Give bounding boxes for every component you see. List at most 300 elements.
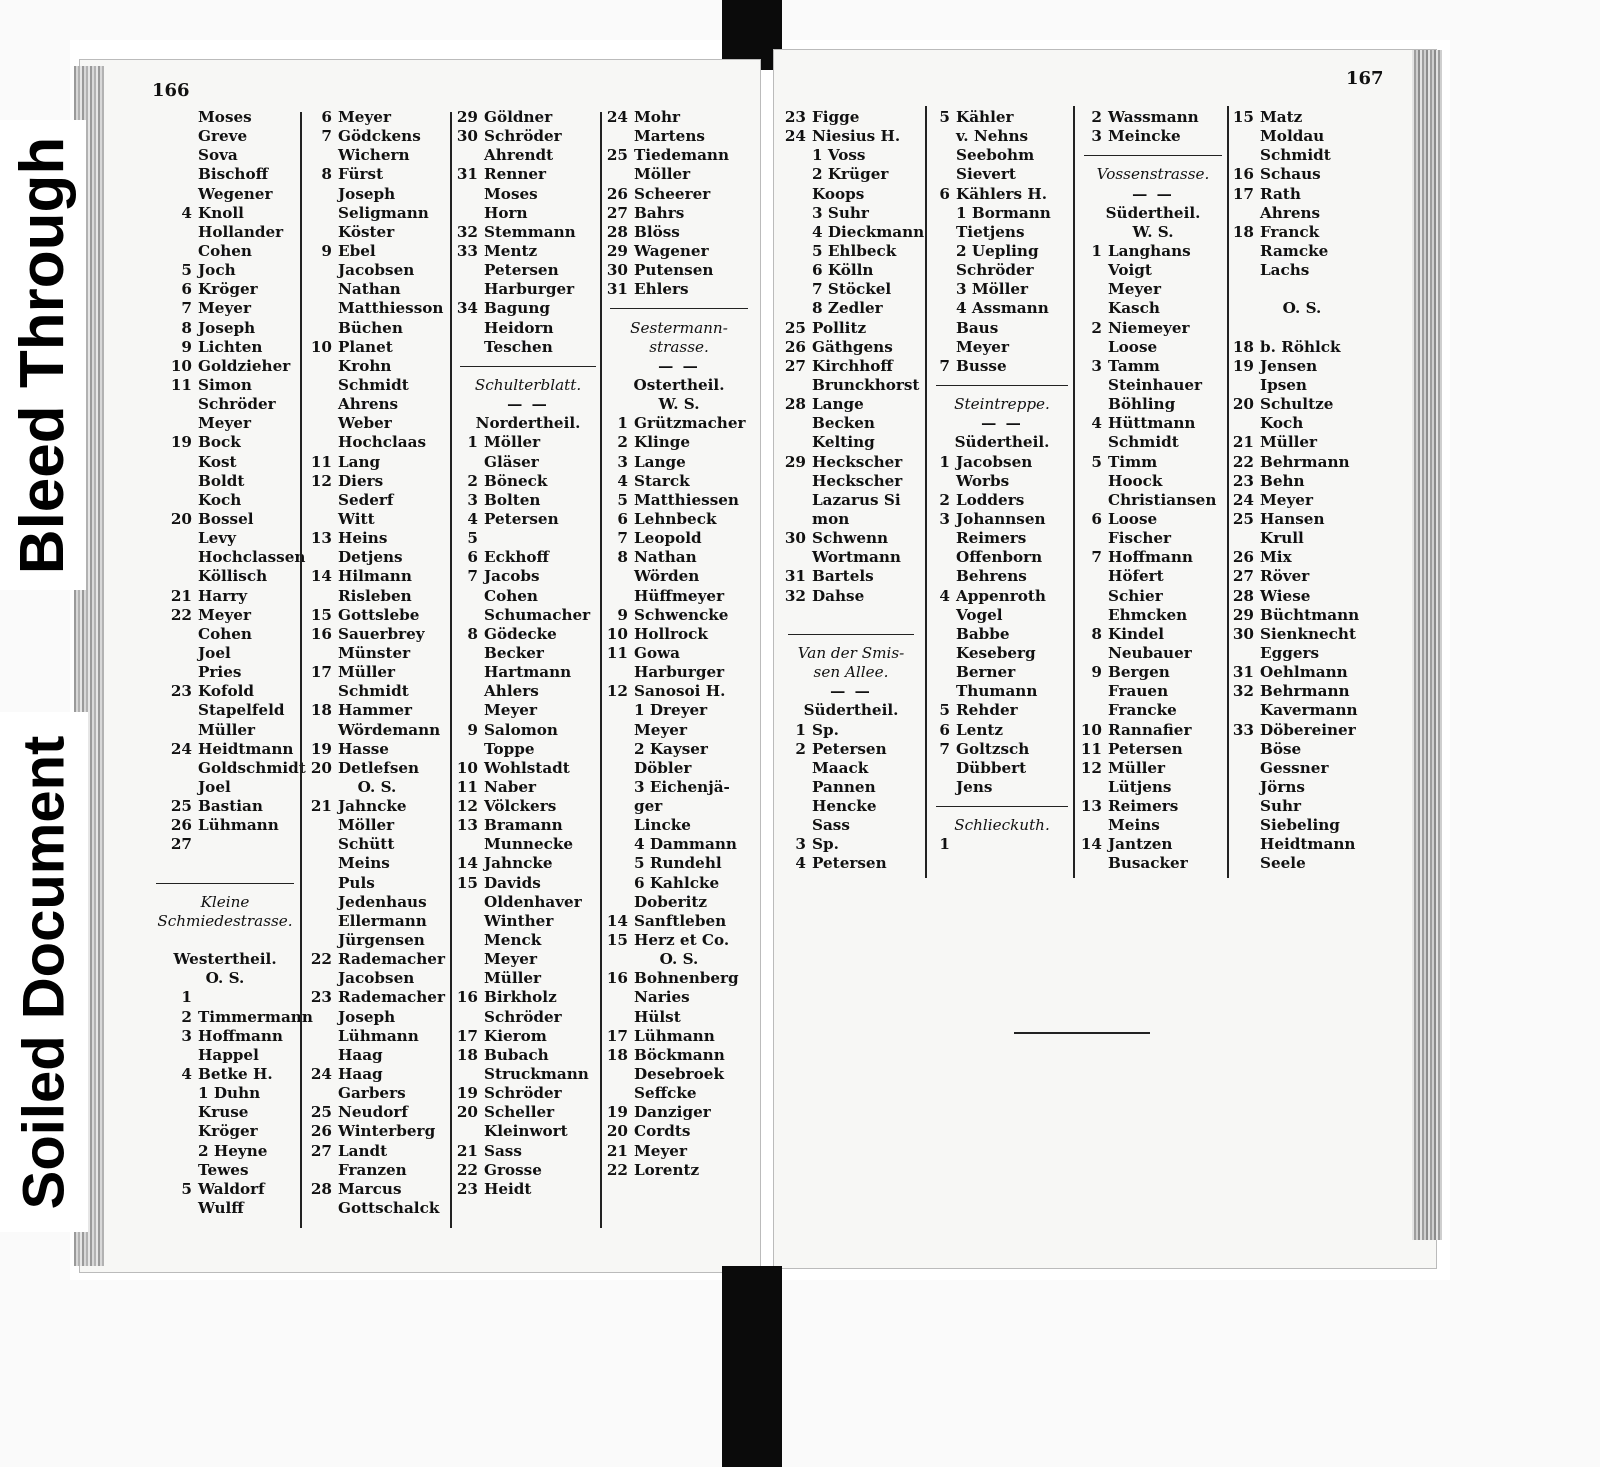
resident-name: Sienknecht <box>1260 624 1356 643</box>
house-number: 7 <box>617 529 628 548</box>
directory-column-2 <box>306 108 448 1218</box>
house-number: 6 <box>939 720 950 739</box>
resident-name: Hoffmann <box>1108 548 1193 567</box>
house-number: 8 <box>181 318 192 337</box>
directory-entry <box>306 338 448 357</box>
house-number: 19 <box>1232 356 1254 375</box>
section-subheading: O. S. <box>1282 299 1322 318</box>
directory-entry <box>306 108 448 127</box>
resident-name: Hüffmeyer <box>634 586 725 605</box>
house-number: 26 <box>1232 548 1254 567</box>
resident-name: Lincke <box>634 816 691 835</box>
directory-entry <box>932 472 1072 491</box>
directory-entry <box>456 931 600 950</box>
resident-name: Sass <box>812 816 850 835</box>
resident-name: Heidt <box>484 1179 532 1198</box>
section-rule <box>606 299 752 318</box>
directory-entry <box>932 759 1072 778</box>
directory-entry <box>306 1008 448 1027</box>
resident-name: Joseph <box>198 318 256 337</box>
directory-entry <box>306 1122 448 1141</box>
directory-entry <box>152 1161 298 1180</box>
house-number: 2 <box>795 739 806 758</box>
directory-entry <box>1080 338 1226 357</box>
house-number: 24 <box>310 1065 332 1084</box>
resident-name: Behrens <box>956 567 1027 586</box>
bleed-through-text: Bleed Through <box>8 136 78 574</box>
directory-entry <box>456 854 600 873</box>
directory-entry <box>456 338 600 357</box>
directory-entry <box>1232 414 1372 433</box>
resident-name: 2 Krüger <box>812 165 889 184</box>
resident-name: Leopold <box>634 529 702 548</box>
resident-name: Tewes <box>198 1160 249 1179</box>
directory-entry <box>1080 280 1226 299</box>
directory-entry <box>306 414 448 433</box>
directory-entry <box>1080 127 1226 146</box>
directory-entry <box>152 1180 298 1199</box>
directory-entry <box>152 1046 298 1065</box>
resident-name: Jacobsen <box>338 261 415 280</box>
directory-entry <box>152 797 298 816</box>
house-number: 17 <box>456 1026 478 1045</box>
directory-entry <box>932 108 1072 127</box>
directory-entry <box>456 874 600 893</box>
resident-name: Doberitz <box>634 892 707 911</box>
house-number: 7 <box>1091 548 1102 567</box>
street-heading: Schulterblatt. <box>474 375 582 394</box>
resident-name: Oldenhaver <box>484 892 582 911</box>
directory-entry <box>606 453 752 472</box>
directory-entry <box>306 453 448 472</box>
resident-name: Oehlmann <box>1260 663 1348 682</box>
house-number: 32 <box>784 586 806 605</box>
house-number: 7 <box>939 356 950 375</box>
resident-name: Schröder <box>484 1007 562 1026</box>
house-number: 30 <box>456 127 478 146</box>
resident-name: Schwencke <box>634 605 729 624</box>
resident-name: Pollitz <box>812 318 867 337</box>
house-number: 2 <box>1091 108 1102 126</box>
directory-entry <box>1080 299 1226 318</box>
directory-entry <box>152 433 298 452</box>
resident-name: Möller <box>634 165 691 184</box>
resident-name: Ebel <box>338 241 376 260</box>
resident-name: Kleinwort <box>484 1122 568 1141</box>
resident-name: Röver <box>1260 567 1310 586</box>
house-number: 8 <box>321 165 332 184</box>
section-subheading: Südertheil. <box>803 701 899 720</box>
directory-entry <box>1232 721 1372 740</box>
resident-name: Landt <box>338 1141 388 1160</box>
directory-column-3 <box>456 108 600 1199</box>
resident-name: Stapelfeld <box>198 701 285 720</box>
resident-name: Wiese <box>1260 586 1311 605</box>
resident-name: Detjens <box>338 548 403 567</box>
resident-name: Petersen <box>484 509 559 528</box>
column-divider <box>600 112 602 1228</box>
directory-entry <box>456 261 600 280</box>
directory-entry <box>1232 491 1372 510</box>
house-number: 15 <box>606 931 628 950</box>
house-number: 25 <box>170 797 192 816</box>
directory-entry <box>932 721 1072 740</box>
section-subheading: O. S. <box>357 777 397 796</box>
house-number: 9 <box>467 720 478 739</box>
directory-entry <box>306 1027 448 1046</box>
resident-name: Danziger <box>634 1103 711 1122</box>
resident-name: Joch <box>198 261 236 280</box>
directory-entry <box>1080 108 1226 127</box>
directory-column-7 <box>1080 108 1226 874</box>
resident-name: Marcus <box>338 1179 402 1198</box>
street-heading: Steintreppe. <box>954 395 1050 414</box>
directory-entry <box>1080 472 1226 491</box>
directory-entry <box>1232 816 1372 835</box>
directory-entry <box>784 261 918 280</box>
resident-name: Heins <box>338 529 388 548</box>
resident-name: Ipsen <box>1260 375 1307 394</box>
house-number: 1 <box>617 414 628 433</box>
directory-entry <box>152 1122 298 1141</box>
resident-name: Putensen <box>634 261 714 280</box>
resident-name: Birkholz <box>484 988 557 1007</box>
resident-name: Jacobsen <box>338 969 415 988</box>
resident-name: Loose <box>1108 509 1158 528</box>
house-number: 3 <box>181 1026 192 1045</box>
house-number: 18 <box>456 1045 478 1064</box>
directory-entry <box>606 606 752 625</box>
directory-entry <box>1080 414 1226 433</box>
house-number: 22 <box>310 950 332 969</box>
directory-entry <box>456 223 600 242</box>
directory-entry <box>456 816 600 835</box>
resident-name: Eckhoff <box>484 548 549 567</box>
house-number: 2 <box>181 1007 192 1026</box>
house-number: 24 <box>170 739 192 758</box>
house-number: 11 <box>1080 739 1102 758</box>
directory-entry <box>606 644 752 663</box>
resident-name: Jörns <box>1260 777 1305 796</box>
resident-name: Heidorn <box>484 318 554 337</box>
house-number: 23 <box>784 108 806 126</box>
house-number: 11 <box>310 452 332 471</box>
section-subheading: Nordertheil. <box>475 414 581 433</box>
directory-entry <box>606 625 752 644</box>
house-number: 8 <box>1091 624 1102 643</box>
directory-entry <box>306 721 448 740</box>
house-number: 28 <box>1232 586 1254 605</box>
directory-entry <box>306 1065 448 1084</box>
resident-name: Hasse <box>338 739 389 758</box>
resident-name: Nathan <box>634 548 697 567</box>
resident-name: Christiansen <box>1108 490 1217 509</box>
directory-entry <box>932 127 1072 146</box>
house-number: 22 <box>606 1160 628 1179</box>
directory-entry <box>606 414 752 433</box>
house-number: 19 <box>456 1084 478 1103</box>
directory-entry <box>152 223 298 242</box>
house-number: 4 <box>939 586 950 605</box>
section-rule <box>152 874 298 893</box>
directory-entry <box>456 969 600 988</box>
resident-name: Bergen <box>1108 663 1170 682</box>
house-number: 3 <box>1091 356 1102 375</box>
column-divider <box>925 106 927 878</box>
directory-entry <box>306 146 448 165</box>
resident-name: Lütjens <box>1108 777 1172 796</box>
directory-entry <box>456 453 600 472</box>
directory-entry <box>932 146 1072 165</box>
resident-name: Horn <box>484 203 528 222</box>
street-heading: Kleine <box>200 892 250 911</box>
directory-entry <box>932 701 1072 720</box>
directory-entry <box>606 529 752 548</box>
resident-name: Berner <box>956 663 1016 682</box>
resident-name: Cohen <box>198 624 252 643</box>
house-number: 26 <box>310 1122 332 1141</box>
resident-name: Figge <box>812 108 860 126</box>
directory-entry <box>306 567 448 586</box>
resident-name: 5 Rundehl <box>634 854 722 873</box>
house-number: 27 <box>170 835 192 854</box>
resident-name: Wörden <box>634 567 700 586</box>
directory-entry <box>784 529 918 548</box>
resident-name: Lang <box>338 452 381 471</box>
directory-entry <box>1080 433 1226 452</box>
resident-name: 2 Kayser <box>634 739 708 758</box>
resident-name: Möller <box>484 433 541 452</box>
resident-name: Brunckhorst <box>812 375 920 394</box>
resident-name: Wegener <box>198 184 273 203</box>
resident-name: Sanosoi H. <box>634 682 726 701</box>
resident-name: Winterberg <box>338 1122 436 1141</box>
resident-name: Tamm <box>1108 356 1160 375</box>
directory-entry <box>1080 510 1226 529</box>
house-number: 31 <box>456 165 478 184</box>
directory-entry <box>784 567 918 586</box>
directory-entry <box>1232 778 1372 797</box>
directory-entry <box>456 663 600 682</box>
resident-name: Koops <box>812 184 865 203</box>
directory-entry <box>606 1161 752 1180</box>
resident-name: Grosse <box>484 1160 542 1179</box>
directory-entry <box>306 663 448 682</box>
house-number: 17 <box>310 663 332 682</box>
resident-name: Göldner <box>484 108 553 126</box>
directory-entry <box>456 127 600 146</box>
house-number: 4 <box>795 854 806 873</box>
resident-name: Wulff <box>198 1199 244 1218</box>
directory-entry <box>306 1142 448 1161</box>
resident-name: Menck <box>484 931 542 950</box>
resident-name: Diers <box>338 471 384 490</box>
resident-name: Schaus <box>1260 165 1321 184</box>
house-number: 5 <box>1091 452 1102 471</box>
resident-name: Schwenn <box>812 529 889 548</box>
directory-entry <box>306 165 448 184</box>
directory-entry <box>456 893 600 912</box>
directory-entry <box>784 414 918 433</box>
directory-entry <box>1080 261 1226 280</box>
directory-entry <box>456 1122 600 1141</box>
resident-name: Sievert <box>956 165 1016 184</box>
directory-entry <box>606 969 752 988</box>
resident-name: Moldau <box>1260 127 1325 146</box>
directory-entry <box>1080 587 1226 606</box>
directory-entry <box>784 854 918 873</box>
house-number: 1 <box>939 452 950 471</box>
house-number: 29 <box>1232 605 1254 624</box>
directory-entry <box>932 835 1072 854</box>
directory-entry <box>784 759 918 778</box>
resident-name: Meyer <box>484 950 537 969</box>
resident-name: Frauen <box>1108 682 1169 701</box>
directory-entry <box>152 567 298 586</box>
directory-entry <box>1232 433 1372 452</box>
directory-entry <box>932 280 1072 299</box>
directory-entry <box>1080 740 1226 759</box>
resident-name: Stemmann <box>484 222 576 241</box>
directory-entry <box>152 835 298 854</box>
resident-name: Cohen <box>484 586 538 605</box>
resident-name: Bartels <box>812 567 874 586</box>
house-number: 5 <box>939 701 950 720</box>
directory-entry <box>306 1199 448 1218</box>
directory-entry <box>1080 778 1226 797</box>
directory-entry <box>306 874 448 893</box>
house-number: 33 <box>456 241 478 260</box>
directory-entry <box>932 491 1072 510</box>
resident-name: 4 Assmann <box>956 299 1049 318</box>
directory-entry <box>456 1103 600 1122</box>
directory-entry <box>456 740 600 759</box>
separator-dashes: — — <box>658 356 700 375</box>
resident-name: Nathan <box>338 280 401 299</box>
house-number: 6 <box>617 509 628 528</box>
section-subheading: W. S. <box>1132 222 1174 241</box>
directory-entry <box>932 338 1072 357</box>
resident-name: Becker <box>484 643 544 662</box>
directory-entry <box>152 414 298 433</box>
section-subheading: O. S. <box>659 950 699 969</box>
directory-entry <box>152 261 298 280</box>
house-number: 12 <box>606 682 628 701</box>
house-number: 20 <box>456 1103 478 1122</box>
house-number: 24 <box>606 108 628 126</box>
resident-name: Köster <box>338 222 395 241</box>
street-heading: Sestermann- <box>630 318 728 337</box>
house-number: 28 <box>310 1179 332 1198</box>
directory-entry <box>1232 242 1372 261</box>
directory-entry <box>784 835 918 854</box>
resident-name: Bolten <box>484 490 541 509</box>
directory-entry <box>306 969 448 988</box>
directory-entry <box>306 223 448 242</box>
directory-entry <box>932 319 1072 338</box>
resident-name: Mohr <box>634 108 680 126</box>
directory-entry <box>932 299 1072 318</box>
directory-entry <box>152 529 298 548</box>
directory-column-6 <box>932 108 1072 854</box>
separator-dashes: — — <box>981 414 1023 433</box>
directory-entry <box>306 1180 448 1199</box>
resident-name: Meyer <box>198 299 251 318</box>
house-number: 32 <box>1232 682 1254 701</box>
house-number: 7 <box>321 127 332 146</box>
resident-name: Vogel <box>956 605 1003 624</box>
resident-name: Sauerbrey <box>338 624 425 643</box>
house-number: 16 <box>606 969 628 988</box>
page-number-right: 167 <box>1346 68 1384 89</box>
resident-name: Koch <box>1260 414 1304 433</box>
resident-name: Jensen <box>1260 356 1318 375</box>
soiled-document-text: Soiled Document <box>11 735 77 1209</box>
resident-name: Knoll <box>198 203 244 222</box>
directory-column-5 <box>784 108 925 874</box>
directory-entry <box>306 587 448 606</box>
resident-name: Franzen <box>338 1160 407 1179</box>
resident-name: Seligmann <box>338 203 429 222</box>
directory-entry <box>306 376 448 395</box>
directory-entry <box>606 893 752 912</box>
directory-entry <box>1080 721 1226 740</box>
directory-entry <box>784 338 918 357</box>
directory-entry <box>306 606 448 625</box>
street-heading: Van der Smis- <box>797 643 905 662</box>
directory-entry <box>1232 338 1372 357</box>
resident-name: Lühmann <box>198 816 279 835</box>
house-number: 7 <box>467 567 478 586</box>
house-number: 29 <box>606 241 628 260</box>
resident-name: Meyer <box>634 720 687 739</box>
resident-name: Bahrs <box>634 203 685 222</box>
directory-entry <box>152 453 298 472</box>
resident-name: Moses <box>484 184 538 203</box>
house-number: 31 <box>1232 663 1254 682</box>
house-number: 18 <box>1232 337 1254 356</box>
resident-name: Lange <box>634 452 686 471</box>
directory-entry <box>1232 606 1372 625</box>
resident-name: b. Röhlck <box>1260 337 1341 356</box>
house-number: 32 <box>456 222 478 241</box>
house-number: 25 <box>784 318 806 337</box>
house-number: 20 <box>170 509 192 528</box>
directory-entry <box>784 108 918 127</box>
resident-name: Kirchhoff <box>812 356 893 375</box>
house-number: 14 <box>310 567 332 586</box>
resident-name: Witt <box>338 509 375 528</box>
directory-entry <box>456 625 600 644</box>
resident-name: Meyer <box>338 108 391 126</box>
directory-entry <box>456 472 600 491</box>
house-number: 1 <box>795 720 806 739</box>
directory-entry <box>1232 453 1372 472</box>
house-number: 11 <box>456 777 478 796</box>
section-rule <box>1080 146 1226 165</box>
resident-name: Niemeyer <box>1108 318 1190 337</box>
directory-entry <box>306 395 448 414</box>
resident-name: Baus <box>956 318 999 337</box>
directory-entry <box>456 510 600 529</box>
house-number: 6 <box>321 108 332 126</box>
column-divider <box>450 112 452 1228</box>
resident-name: Heidtmann <box>1260 835 1356 854</box>
house-number: 21 <box>456 1141 478 1160</box>
resident-name: Toppe <box>484 739 535 758</box>
directory-entry <box>606 1027 752 1046</box>
resident-name: 4 Dieckmann <box>812 222 925 241</box>
